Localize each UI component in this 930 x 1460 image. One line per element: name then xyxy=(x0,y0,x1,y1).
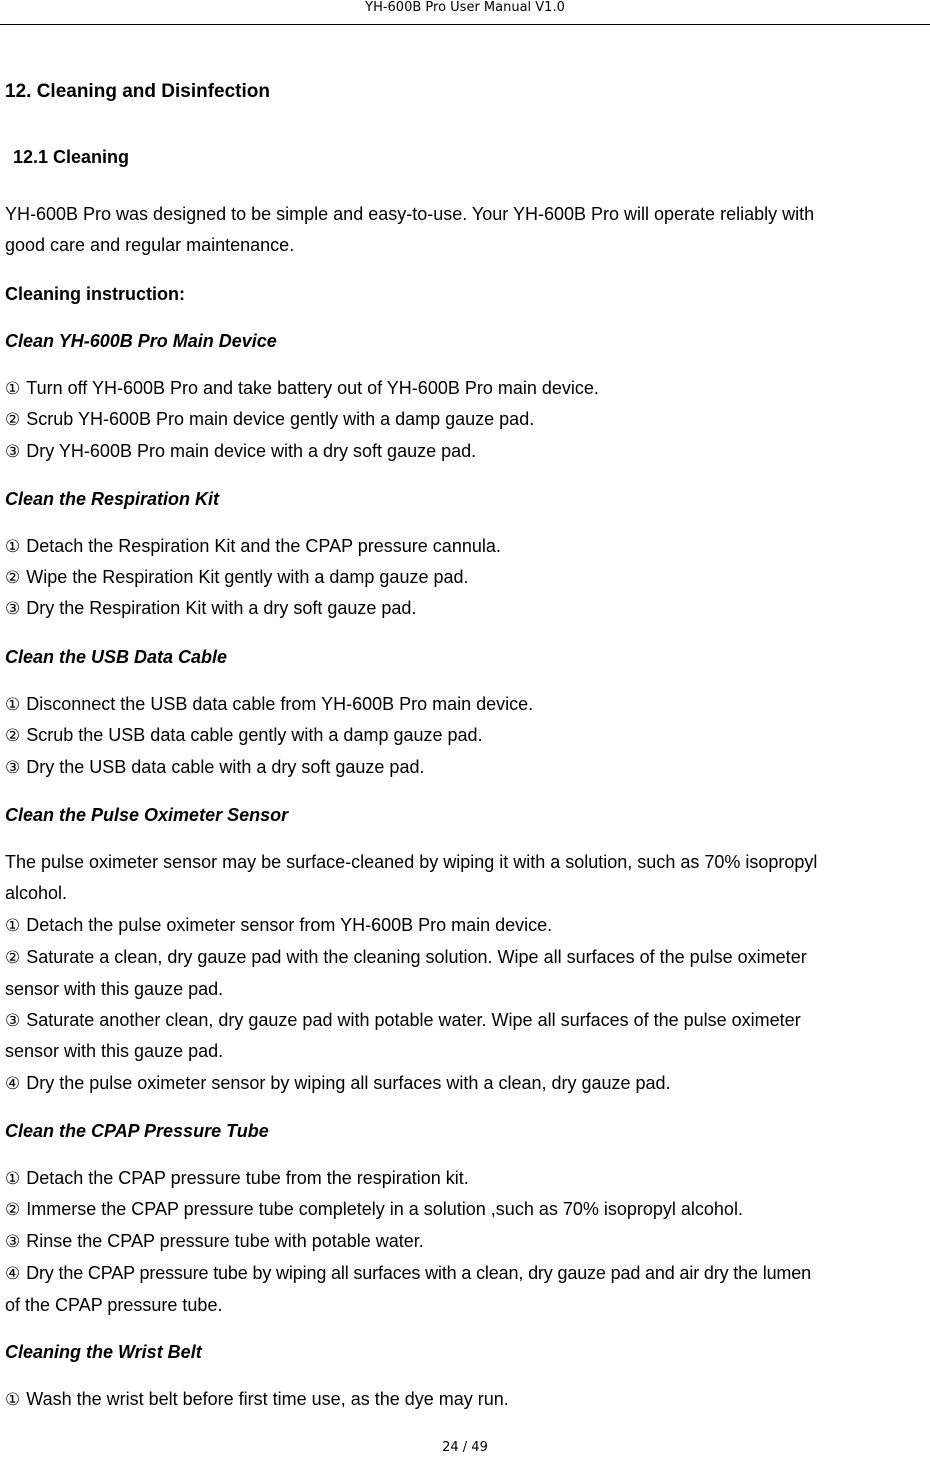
step-number: ② xyxy=(5,1200,21,1220)
step-text: Dry the pulse oximeter sensor by wiping all surfaces with a clean, dry gauze pad. xyxy=(26,1073,671,1093)
step-number: ② xyxy=(5,568,21,588)
list-item xyxy=(5,1004,928,1037)
subsection-title: 12.1 Cleaning xyxy=(13,147,130,167)
respiration-kit-title: Clean the Respiration Kit xyxy=(5,489,220,509)
step-text: Dry the CPAP pressure tube by wiping all surfaces with a clean, dry gauze pad and air dry the lumen xyxy=(26,1263,811,1283)
step-number: ① xyxy=(5,916,21,936)
step-number: ① xyxy=(5,379,21,399)
step-number: ② xyxy=(5,410,21,430)
usb-cable-title: Clean the USB Data Cable xyxy=(5,647,228,667)
page-number: 24 / 49 xyxy=(442,1440,488,1455)
list-item xyxy=(5,941,928,974)
step-number: ① xyxy=(5,537,21,557)
list-item xyxy=(5,688,928,721)
cpap-tube-title: Clean the CPAP Pressure Tube xyxy=(5,1121,269,1141)
step-number: ① xyxy=(5,695,21,715)
step-text: Saturate another clean, dry gauze pad with potable water. Wipe all surfaces of the pulse oximeter xyxy=(26,1010,801,1030)
step-text: Scrub the USB data cable gently with a damp gauze pad. xyxy=(26,725,483,745)
step-number: ④ xyxy=(5,1264,21,1284)
list-item xyxy=(5,751,928,784)
oximeter-intro-line-1: The pulse oximeter sensor may be surface-cleaned by wiping it with a solution, such as 70% isopropyl xyxy=(5,852,818,872)
list-item xyxy=(5,1383,928,1416)
list-item xyxy=(5,530,928,563)
step-number: ③ xyxy=(5,1011,21,1031)
list-item xyxy=(5,435,928,468)
step-number: ④ xyxy=(5,1074,21,1094)
step-text: Dry the Respiration Kit with a dry soft gauze pad. xyxy=(26,598,417,618)
step-text: Wipe the Respiration Kit gently with a damp gauze pad. xyxy=(26,567,469,587)
step-continuation: of the CPAP pressure tube. xyxy=(5,1295,223,1315)
step-text: Scrub YH-600B Pro main device gently with a damp gauze pad. xyxy=(26,409,535,429)
list-item xyxy=(5,561,928,594)
oximeter-title: Clean the Pulse Oximeter Sensor xyxy=(5,805,289,825)
step-number: ② xyxy=(5,948,21,968)
section-title: 12. Cleaning and Disinfection xyxy=(5,81,270,102)
step-number: ① xyxy=(5,1169,21,1189)
list-item xyxy=(5,1193,928,1226)
step-text: Dry the USB data cable with a dry soft gauze pad. xyxy=(26,757,425,777)
main-device-title: Clean YH-600B Pro Main Device xyxy=(5,331,277,351)
step-continuation: sensor with this gauze pad. xyxy=(5,979,224,999)
list-item xyxy=(5,372,928,405)
list-item xyxy=(5,592,928,625)
step-text: Saturate a clean, dry gauze pad with the cleaning solution. Wipe all surfaces of the pulse oximeter xyxy=(26,947,807,967)
list-item xyxy=(5,403,928,436)
list-item xyxy=(5,1162,928,1195)
list-item xyxy=(5,1225,928,1258)
intro-line-2: good care and regular maintenance. xyxy=(5,235,295,255)
list-item xyxy=(5,909,928,942)
step-number: ③ xyxy=(5,1232,21,1252)
step-text: Immerse the CPAP pressure tube completely in a solution ,such as 70% isopropyl alcohol. xyxy=(26,1199,743,1219)
step-text: Detach the Respiration Kit and the CPAP pressure cannula. xyxy=(26,536,501,556)
step-text: Detach the CPAP pressure tube from the respiration kit. xyxy=(26,1168,469,1188)
page-header xyxy=(0,0,930,25)
list-item xyxy=(5,719,928,752)
instruction-heading: Cleaning instruction: xyxy=(5,284,185,304)
step-text: Rinse the CPAP pressure tube with potable water. xyxy=(26,1231,424,1251)
step-text: Turn off YH-600B Pro and take battery out of YH-600B Pro main device. xyxy=(26,378,599,398)
header-title: YH-600B Pro User Manual V1.0 xyxy=(365,0,565,15)
step-text: Detach the pulse oximeter sensor from YH-600B Pro main device. xyxy=(26,915,553,935)
step-number: ③ xyxy=(5,599,21,619)
oximeter-intro-line-2: alcohol. xyxy=(5,883,68,903)
step-number: ③ xyxy=(5,442,21,462)
step-continuation: sensor with this gauze pad. xyxy=(5,1041,224,1061)
intro-line-1: YH-600B Pro was designed to be simple and easy-to-use. Your YH-600B Pro will operate reliably with xyxy=(5,204,815,224)
list-item xyxy=(5,1257,928,1290)
step-text: Wash the wrist belt before first time use, as the dye may run. xyxy=(26,1389,509,1409)
wrist-belt-title: Cleaning the Wrist Belt xyxy=(5,1342,202,1362)
list-item xyxy=(5,1067,928,1100)
step-number: ③ xyxy=(5,758,21,778)
step-number: ① xyxy=(5,1390,21,1410)
step-text: Dry YH-600B Pro main device with a dry soft gauze pad. xyxy=(26,441,477,461)
step-text: Disconnect the USB data cable from YH-600B Pro main device. xyxy=(26,694,534,714)
step-number: ② xyxy=(5,726,21,746)
